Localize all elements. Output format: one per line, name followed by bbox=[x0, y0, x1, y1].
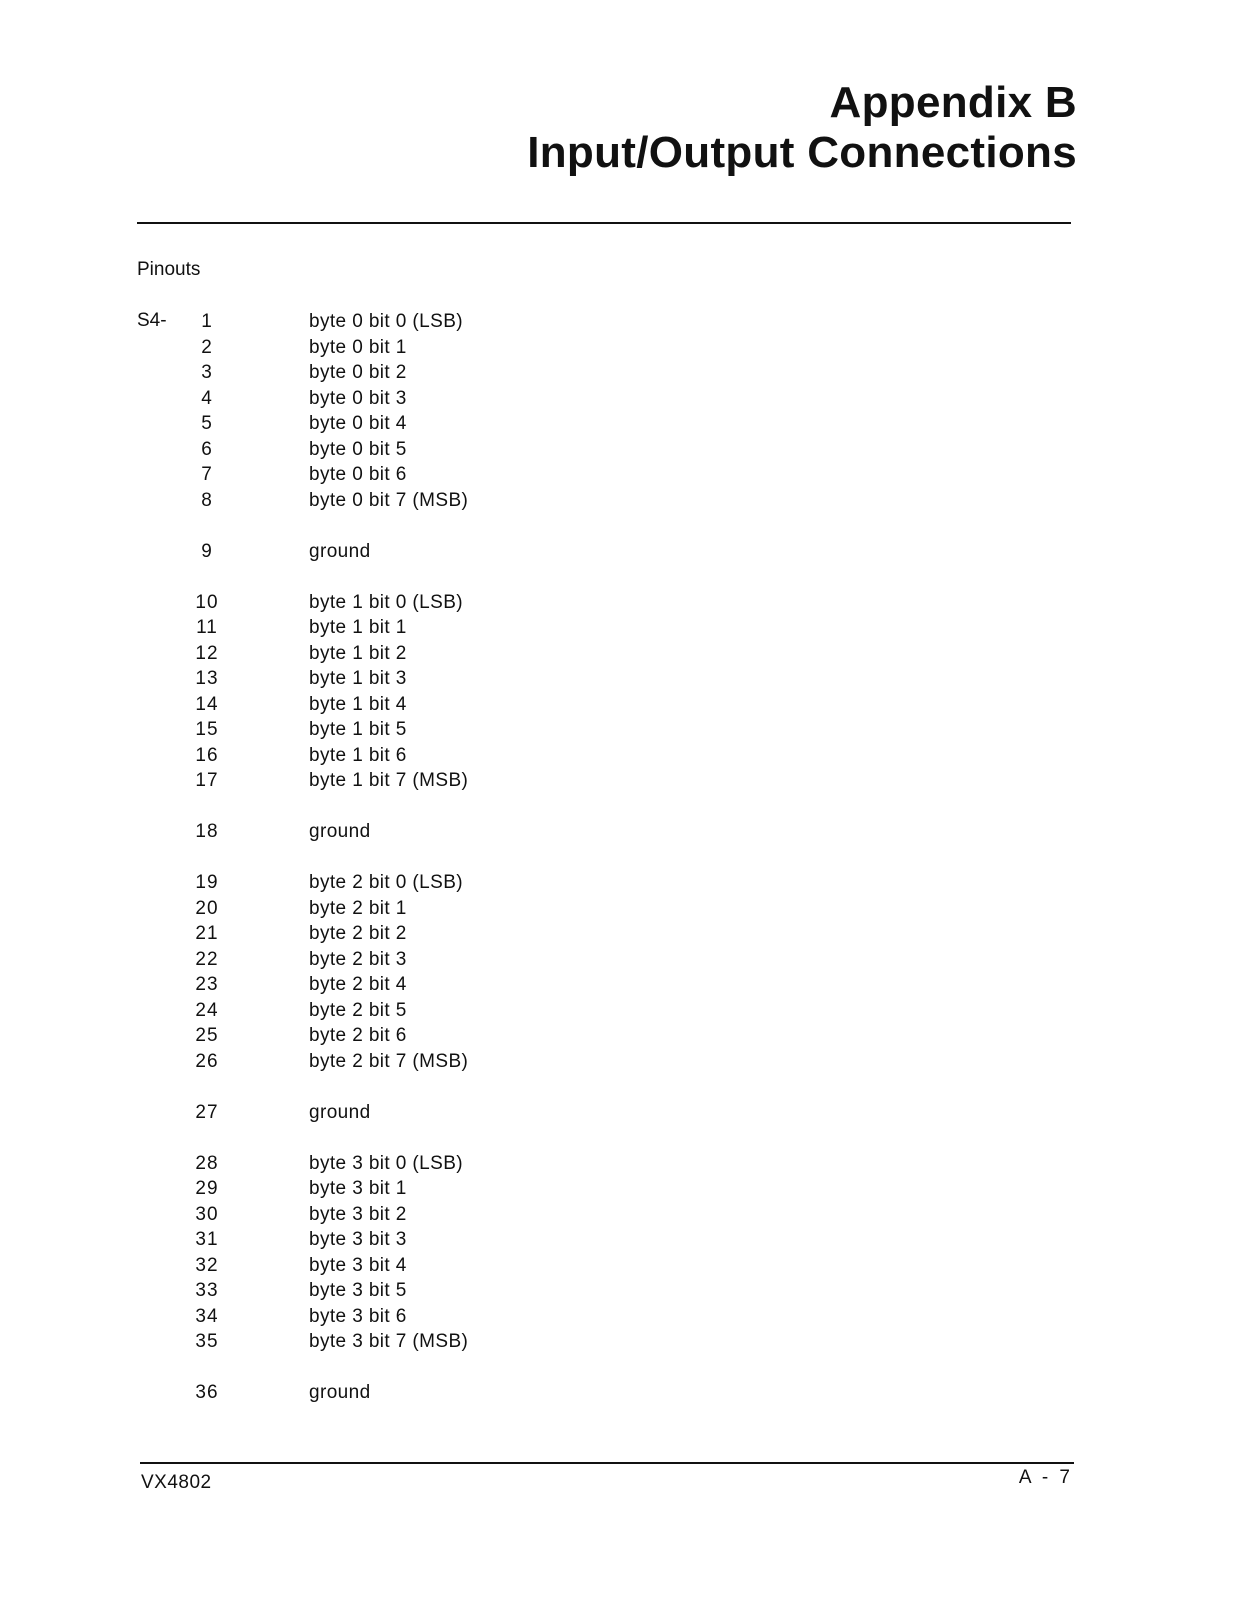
pin-description: byte 3 bit 6 bbox=[309, 1305, 407, 1327]
pin-number: 15 bbox=[195, 719, 219, 740]
pin-number: 33 bbox=[195, 1280, 219, 1301]
pin-row bbox=[137, 1176, 737, 1201]
pin-description: byte 2 bit 3 bbox=[309, 948, 407, 970]
pin-number: 7 bbox=[201, 464, 213, 485]
pin-description: byte 3 bit 2 bbox=[309, 1203, 407, 1225]
pin-number: 29 bbox=[195, 1178, 219, 1199]
pin-row bbox=[137, 1049, 737, 1074]
pin-number: 24 bbox=[195, 999, 219, 1021]
pin-number: 19 bbox=[195, 872, 219, 893]
pin-description: byte 0 bit 0 (LSB) bbox=[309, 311, 463, 332]
page-number: A - 7 bbox=[1018, 1467, 1073, 1488]
pin-row bbox=[137, 411, 737, 436]
pin-number: 2 bbox=[201, 336, 213, 358]
pin-description: byte 0 bit 5 bbox=[309, 438, 407, 460]
pin-row bbox=[137, 437, 737, 462]
pin-description: byte 3 bit 5 bbox=[309, 1280, 407, 1301]
pin-description: byte 1 bit 0 (LSB) bbox=[309, 591, 463, 613]
pin-description: ground bbox=[309, 1382, 371, 1403]
pin-description: byte 0 bit 7 (MSB) bbox=[309, 489, 469, 511]
pin-description: byte 2 bit 5 bbox=[309, 999, 407, 1021]
pin-row bbox=[137, 1278, 737, 1303]
pin-row bbox=[137, 1253, 737, 1278]
pin-row bbox=[137, 666, 737, 691]
pin-description: ground bbox=[309, 1101, 371, 1123]
pin-description: ground bbox=[309, 540, 371, 562]
pin-number: 25 bbox=[195, 1025, 219, 1046]
pin-description: byte 0 bit 4 bbox=[309, 413, 407, 434]
pin-number: 16 bbox=[195, 744, 219, 766]
pin-row bbox=[137, 1329, 737, 1354]
pin-number: 22 bbox=[195, 948, 219, 970]
pin-description: byte 0 bit 3 bbox=[309, 387, 407, 409]
pin-number: 10 bbox=[195, 591, 219, 613]
pin-description: byte 1 bit 6 bbox=[309, 744, 407, 766]
pin-description: byte 3 bit 3 bbox=[309, 1229, 407, 1250]
pin-description: byte 0 bit 2 bbox=[309, 362, 407, 383]
pin-row bbox=[137, 386, 737, 411]
pin-row-ground bbox=[137, 1380, 737, 1405]
appendix-subtitle: Input/Output Connections bbox=[527, 128, 1077, 177]
pin-description: byte 2 bit 0 (LSB) bbox=[309, 872, 463, 893]
pin-description: byte 2 bit 4 bbox=[309, 974, 407, 995]
pin-number: 36 bbox=[195, 1382, 219, 1403]
pin-row bbox=[137, 921, 737, 946]
document-id: VX4802 bbox=[141, 1472, 212, 1493]
pin-row bbox=[137, 641, 737, 666]
pin-description: byte 1 bit 4 bbox=[309, 693, 407, 715]
pin-number: 1 bbox=[201, 311, 213, 332]
pin-row bbox=[137, 1151, 737, 1176]
pin-number: 28 bbox=[195, 1152, 219, 1174]
pin-row bbox=[137, 1023, 737, 1048]
pin-number: 5 bbox=[201, 413, 213, 434]
pin-row-ground bbox=[137, 819, 737, 844]
pin-description: byte 1 bit 1 bbox=[309, 617, 407, 638]
pin-row bbox=[137, 360, 737, 385]
pin-row bbox=[137, 462, 737, 487]
pin-row bbox=[137, 692, 737, 717]
pin-number: 3 bbox=[201, 362, 213, 383]
pin-row bbox=[137, 590, 737, 615]
pin-number: 30 bbox=[195, 1203, 219, 1225]
pin-number: 21 bbox=[195, 923, 219, 944]
pin-number: 35 bbox=[195, 1331, 219, 1352]
pin-description: byte 2 bit 6 bbox=[309, 1025, 407, 1046]
footer-divider bbox=[140, 1462, 1074, 1464]
pin-row bbox=[137, 870, 737, 895]
pin-number: 13 bbox=[195, 668, 219, 689]
pin-row bbox=[137, 896, 737, 921]
appendix-heading: Appendix B bbox=[829, 78, 1077, 127]
pin-row bbox=[137, 488, 737, 513]
pin-row bbox=[137, 615, 737, 640]
pin-description: byte 3 bit 0 (LSB) bbox=[309, 1152, 463, 1174]
pin-description: byte 2 bit 1 bbox=[309, 897, 407, 919]
pin-number: 23 bbox=[195, 974, 219, 995]
pin-number: 6 bbox=[201, 438, 213, 460]
header-divider bbox=[137, 222, 1071, 224]
pin-row-ground bbox=[137, 539, 737, 564]
pin-number: 4 bbox=[201, 387, 213, 409]
pin-description: byte 0 bit 1 bbox=[309, 336, 407, 358]
pin-number: 14 bbox=[195, 693, 219, 715]
page-title bbox=[527, 78, 1077, 178]
pin-number: 20 bbox=[195, 897, 219, 919]
pin-description: byte 3 bit 4 bbox=[309, 1254, 407, 1276]
pin-row bbox=[137, 768, 737, 793]
pin-description: byte 1 bit 5 bbox=[309, 719, 407, 740]
pin-number: 11 bbox=[196, 617, 218, 638]
pin-description: byte 3 bit 7 (MSB) bbox=[309, 1331, 469, 1352]
pin-row bbox=[137, 998, 737, 1023]
pin-number: 34 bbox=[195, 1305, 219, 1327]
pin-description: byte 1 bit 7 (MSB) bbox=[309, 770, 469, 791]
pin-number: 17 bbox=[195, 770, 219, 791]
pin-number: 31 bbox=[195, 1229, 219, 1250]
pin-description: byte 1 bit 3 bbox=[309, 668, 407, 689]
pin-row bbox=[137, 1227, 737, 1252]
connector-label: S4- bbox=[137, 310, 167, 331]
pin-description: ground bbox=[309, 821, 371, 842]
pin-number: 18 bbox=[195, 821, 219, 842]
pin-description: byte 1 bit 2 bbox=[309, 642, 407, 664]
pin-row bbox=[137, 717, 737, 742]
pin-description: byte 3 bit 1 bbox=[309, 1178, 407, 1199]
pin-number: 12 bbox=[195, 642, 219, 664]
pin-row bbox=[137, 1202, 737, 1227]
pin-number: 32 bbox=[195, 1254, 219, 1276]
pin-description: byte 2 bit 2 bbox=[309, 923, 407, 944]
pin-row-ground bbox=[137, 1100, 737, 1125]
section-label: Pinouts bbox=[137, 259, 201, 280]
pin-number: 8 bbox=[201, 489, 213, 511]
pin-row bbox=[137, 947, 737, 972]
pin-row bbox=[137, 972, 737, 997]
pin-number: 27 bbox=[195, 1101, 219, 1123]
pin-number: 9 bbox=[201, 540, 213, 562]
pin-number: 26 bbox=[195, 1050, 219, 1072]
pin-row bbox=[137, 743, 737, 768]
pin-description: byte 2 bit 7 (MSB) bbox=[309, 1050, 469, 1072]
pin-row bbox=[137, 335, 737, 360]
pin-row bbox=[137, 1304, 737, 1329]
pin-row bbox=[137, 309, 737, 334]
pin-description: byte 0 bit 6 bbox=[309, 464, 407, 485]
